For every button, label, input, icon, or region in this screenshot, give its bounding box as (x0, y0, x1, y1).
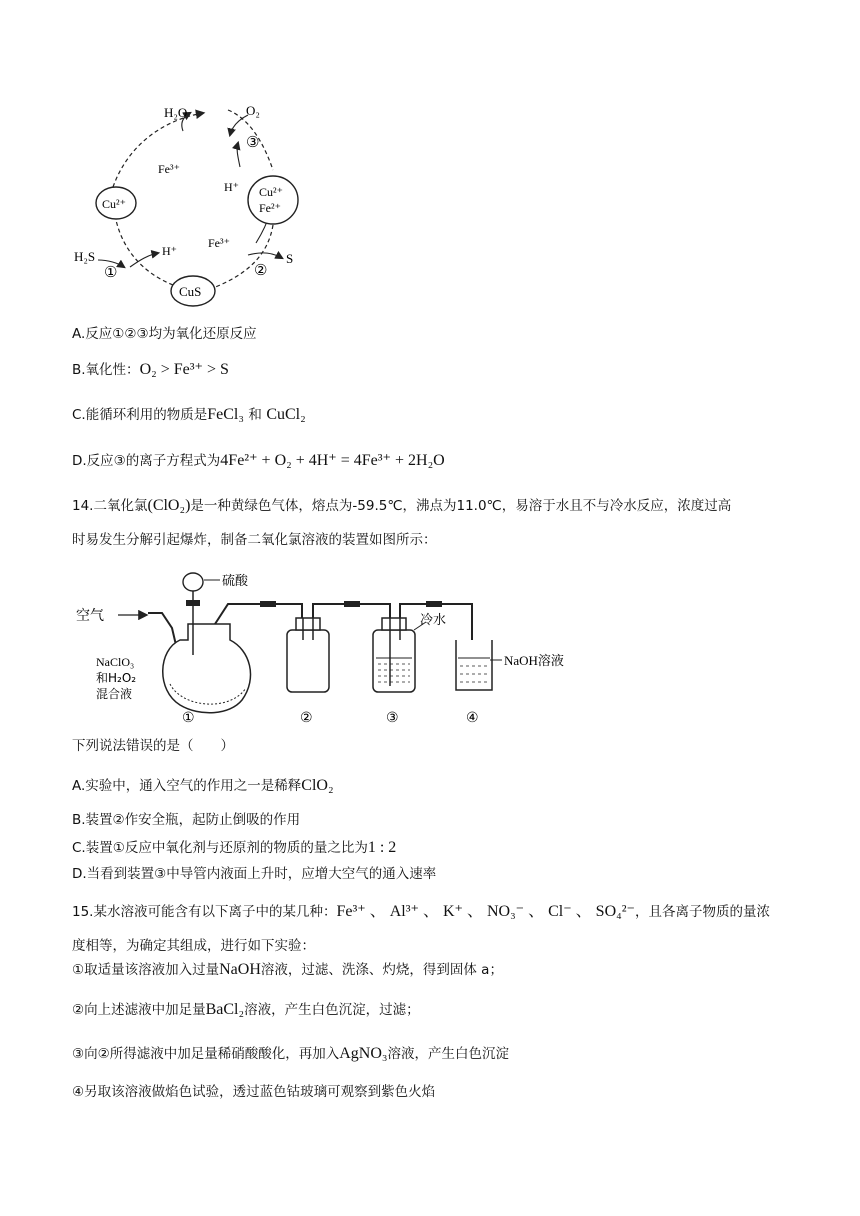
q14-stem-formula: (ClO₂) (147, 497, 191, 514)
h2o-label: H₂O (164, 105, 188, 120)
q15-ions: Fe³⁺ 、 Al³⁺ 、 K⁺ 、 NO₃⁻ 、 Cl⁻ 、 SO₄²⁻ (336, 903, 635, 920)
q13-option-d-formula: 4Fe²⁺ + O₂ + 4H⁺ = 4Fe³⁺ + 2H₂O (220, 452, 445, 469)
step2-label: ② (254, 263, 268, 279)
naoh-label: NaOH溶液 (504, 653, 564, 668)
air-label: 空气 (76, 608, 104, 624)
cu2-label: Cu²⁺ (102, 197, 126, 211)
q14-stem-prefix: 14.二氧化氯 (72, 498, 148, 514)
q15-step-3-prefix: ③向②所得滤液中加足量稀硝酸酸化，再加入 (72, 1046, 340, 1062)
absorption-bottle (373, 630, 415, 692)
q15-step-2 (72, 1000, 420, 1020)
naoh-beaker (456, 640, 492, 690)
reaction-cycle-diagram (68, 95, 318, 310)
q14-stem-line2: 时易发生分解引起爆炸，制备二氧化氯溶液的装置如图所示： (72, 532, 437, 548)
safety-bottle-stopper (296, 618, 320, 630)
q15-step-2-prefix: ②向上述滤液中加足量 (72, 1002, 206, 1018)
apparatus-diagram (70, 560, 610, 730)
q15-step-1 (72, 960, 503, 980)
q13-option-b-formula: O₂ > Fe³⁺ > S (139, 361, 229, 378)
q15-step-2-suffix: 溶液，产生白色沉淀，过滤； (244, 1002, 420, 1018)
mixture-label-2: 和H₂O₂ (96, 671, 137, 685)
arrow-to-s (248, 253, 282, 258)
mixture-label-3: 混合液 (96, 687, 133, 701)
cus-label: CuS (179, 284, 202, 299)
q15-step-4: ④另取该溶液做焰色试验，透过蓝色钴玻璃可观察到紫色火焰 (72, 1084, 436, 1100)
q13-option-a: A.反应①②③均为氧化还原反应 (72, 326, 257, 342)
q14-option-c (72, 838, 396, 858)
q14-question: 下列说法错误的是（ ） (72, 738, 234, 754)
q14-option-c-ratio: 1 : 2 (367, 839, 397, 856)
q15-step-2-formula: BaCl₂ (205, 1001, 245, 1018)
q14-option-c-prefix: C.装置①反应中氧化剂与还原剂的物质的量之比为 (72, 840, 368, 856)
tube-1-2 (215, 604, 302, 624)
q13-option-d-prefix: D.反应③的离子方程式为 (72, 453, 221, 469)
arrow-h-plus-right (237, 143, 240, 167)
apparatus-1-label: ① (182, 711, 195, 726)
q15-step-1-formula: NaOH (219, 961, 261, 978)
q14-option-a-prefix: A.实验中，通入空气的作用之一是稀释 (72, 778, 302, 794)
q15-step-1-prefix: ①取适量该溶液加入过量 (72, 962, 220, 978)
arrow-from-o2 (230, 115, 248, 135)
rubber-joint-1 (260, 601, 276, 607)
q14-stem-rest: 是一种黄绿色气体，熔点为-59.5℃，沸点为11.0℃，易溶于水且不与冷水反应，浓度过高 (190, 498, 732, 514)
h-plus-right-label: H⁺ (224, 180, 239, 194)
rubber-joint-3 (426, 601, 442, 607)
rubber-joint-2 (344, 601, 360, 607)
o2-label: O₂ (246, 103, 260, 118)
q14-option-a-formula: ClO₂ (301, 777, 334, 794)
q14-stem-line1 (72, 496, 731, 516)
fe3-bottom-label: Fe³⁺ (208, 236, 230, 250)
q13-option-c-formula2: CuCl₂ (266, 406, 306, 423)
mixture-label-1: NaClO₃ (96, 655, 135, 669)
q15-step-3-formula: AgNO₃ (339, 1045, 388, 1062)
q15-step-3 (72, 1044, 509, 1064)
arrow-to-h-plus-bottom (130, 253, 158, 267)
apparatus-2-label: ② (300, 711, 313, 726)
cu2-fe2-node (248, 176, 298, 224)
q13-option-b-prefix: B.氧化性： (72, 362, 140, 378)
step1-label: ① (104, 265, 118, 281)
q13-option-c-mid: 和 (248, 407, 262, 423)
cycle-arc-bottom-right (208, 225, 273, 290)
separatory-funnel (183, 573, 203, 591)
fe3-top-label: Fe³⁺ (158, 162, 180, 176)
s-label: S (286, 251, 294, 266)
sulfuric-acid-label: 硫酸 (222, 574, 249, 589)
apparatus-3-label: ③ (386, 711, 399, 726)
cold-water-label: 冷水 (420, 613, 447, 628)
q15-stem-line1 (72, 902, 770, 922)
safety-bottle (287, 630, 329, 692)
q13-option-d (72, 451, 445, 471)
q14-option-a (72, 776, 334, 796)
apparatus-4-label: ④ (466, 711, 479, 726)
q13-option-c (72, 405, 306, 425)
q13-option-b (72, 360, 229, 380)
funnel-stopcock (186, 600, 200, 606)
cu2-fe2-line1: Cu²⁺ (259, 185, 283, 199)
three-neck-flask (163, 624, 251, 713)
h2s-label: H₂S (74, 249, 96, 264)
step3-label: ③ (246, 135, 260, 151)
q15-step-3-suffix: 溶液，产生白色沉淀 (387, 1046, 509, 1062)
q15-stem-line2: 度相等，为确定其组成，进行如下实验： (72, 938, 315, 954)
q15-stem-suffix: ，且各离子物质的量浓 (634, 904, 770, 920)
h-plus-bottom-label: H⁺ (162, 244, 177, 258)
absorption-bottle-stopper (382, 618, 406, 630)
q14-option-b: B.装置②作安全瓶，起防止倒吸的作用 (72, 812, 301, 828)
q15-step-1-suffix: 溶液，过滤、洗涤、灼烧，得到固体 a； (260, 962, 503, 978)
q13-option-c-formula1: FeCl₃ (207, 406, 244, 423)
q14-option-d: D.当看到装置③中导管内液面上升时，应增大空气的通入速率 (72, 866, 437, 882)
cu2-fe2-line2: Fe²⁺ (259, 201, 281, 215)
q15-stem-prefix: 15.某水溶液可能含有以下离子中的某几种： (72, 904, 337, 920)
q13-option-c-prefix: C.能循环利用的物质是 (72, 407, 208, 423)
